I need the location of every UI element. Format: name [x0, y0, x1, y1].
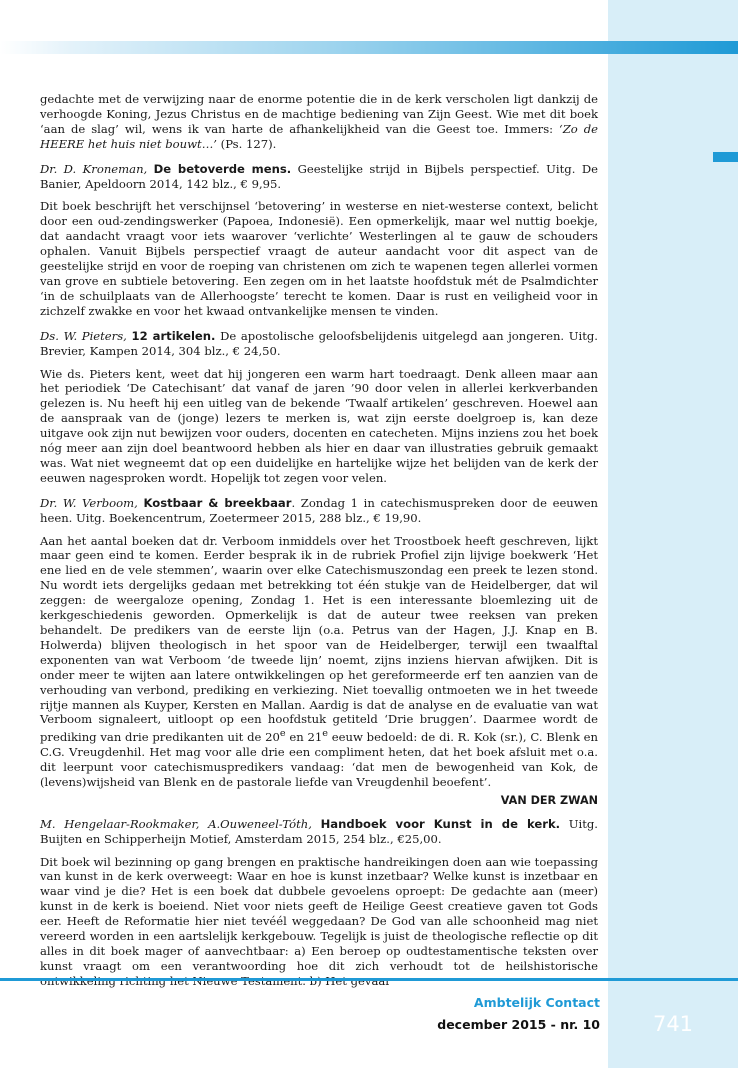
book-citation-4 [40, 817, 598, 847]
book-author: M. Hengelaar-Rookmaker, A.Ouweneel-Tóth, [40, 816, 312, 831]
book-details: Geestelijke strijd in Bijbels perspectief. Uitg. De Banier, Apeldoorn 2014, 142 blz., € 9,95. [40, 161, 598, 191]
book-author: Dr. D. Kroneman, [40, 161, 148, 176]
superscript: e [322, 728, 328, 740]
book-title: De betoverde mens. [153, 161, 292, 176]
book-author: Dr. W. Verboom, [40, 495, 138, 510]
book-review-2: Wie ds. Pieters kent, weet dat hij jongeren een warm hart toedraagt. Denk alleen maar aan het periodiek ‘De Catechisant’ dat vanaf de jaren ’90 door velen in allerlei kerkverbanden gelezen is. Nu heeft hij een uitleg van de bekende ‘Twaalf artikelen’ geschreven. Hoewel aan de aanspraak van de (jonge) lezers te merken is, wat zijn eerste doelgroep is, kan deze uitgave ook zijn nut bewijzen voor ouders, docenten en catecheten. Mijns inziens zou het boek nóg meer aan zijn doel beantwoord hebben als hier en daar van illustraties gebruik gemaakt was. Wat niet wegneemt dat op een duidelijke en hartelijke wijze het belijden van de kerk der eeuwen nagesproken wordt. Hopelijk tot zegen voor velen. [40, 366, 598, 485]
book-review-1: Dit boek beschrijft het verschijnsel ‘betovering’ in westerse en niet-westerse context, belicht door een oud-zendingswerker (Papoea, Indonesië). Een opmerkelijk, maar wel nuttig boekje, dat aandacht vraagt voor iets waarover ‘verlichte’ Westerlingen al te gauw de schouders ophalen. Vanuit Bijbels perspectief vraagt de auteur aandacht voor dit aspect van de geestelijke strijd en voor de roeping van christenen om zich te wapenen tegen allerlei vormen van grove en subtiele betovering. Een zegen om in het laatste hoofdstuk mét de Psalmdichter ‘in de schuilplaats van de Allerhoogste’ terecht te komen. Daar is rust en veiligheid voor in zichzelf zwakke en voor het kwaad ontvankelijke mensen te vinden. [40, 199, 598, 318]
book-review-3 [40, 534, 598, 790]
book-details: De apostolische geloofsbelijdenis uitgelegd aan jongeren. Uitg. Brevier, Kampen 2014, 304 blz., € 24,50. [40, 328, 598, 358]
review-text-part: en 21 [285, 730, 323, 745]
footer-rule [0, 978, 738, 981]
book-review-4: Dit boek wil bezinning op gang brengen en praktische handreikingen doen aan wie toepassing van kunst in de kerk overweegt: Waar en hoe is kunst inzetbaar? Welke kunst is inzetbaar en waar vind je die? Het is een boek dat dubbele gevoelens oproept: De gedachte aan (meer) kunst in de kerk is boeiend. Niet voor niets geeft de Heilige Geest creatieve gaven tot Gods eer. Heeft de Reformatie hier niet tevéél weggedaan? De God van alle schoonheid mag niet vereerd worden in een aartslelijk kerkgebouw. Tegelijk is juist de theologische reflectie op dit alles in dit boek mager of aanvechtbaar: a) Een beroep op oudtestamentische teksten over kunst vraagt om een verantwoording hoe dit zich verhoudt tot de heilshistorische [40, 854, 598, 973]
page-number: 741 [652, 1012, 694, 1036]
book-author: Ds. W. Pieters, [40, 328, 127, 343]
side-tab-marker [713, 152, 738, 162]
header-gradient-band [0, 41, 738, 54]
book-title: 12 artikelen. [131, 328, 216, 343]
book-title: Handboek voor Kunst in de kerk. [320, 816, 561, 831]
article-body [40, 92, 598, 989]
book-details: Uitg. Buijten en Schipperheijn Motief, Amsterdam 2015, 254 blz., €25,00. [40, 816, 598, 846]
magazine-title: Ambtelijk Contact [473, 995, 600, 1010]
review-text-part: eeuw bedoeld: de di. R. Kok (sr.), C. Blenk en C.G. Vreugdenhil. Het mag voor alle drie een compliment heten, dat het boek afsluit met o.a. dit leerpunt voor catechismuspredikers vandaag: ‘dat men de bewogenheid van Kok, de (levens)wijsheid van Blenk en de pastorale liefde van Vreugdenhil beoefent’. [40, 730, 598, 789]
review-text-part: Aan het aantal boeken dat dr. Verboom inmiddels over het Troostboek heeft geschreven, lijkt maar geen eind te komen. Eerder besprak ik in de rubriek Profiel zijn lijvige boekwerk ‘Het ene lied en de vele stemmen’, waarin over elke Catechismuszondag een preek te lezen stond. Nu wordt iets dergelijks gedaan met betrekking tot één stukje van de Heidelberger, dat wil zeggen: de weergaloze opening, Zondag 1. Het is een interessante bloemlezing uit de kerkgeschiedenis geworden. Opmerkelijk is dat de auteur twee reeksen van preken behandelt. De predikers van de eerste lijn (o.a. Petrus van der Hagen, J.J. Knap en B. Holwerda) blijven theologisch in het spoor van de Heidelberger, terwijl een twaalftal exponenten van wat Verboom ‘de tweede lijn’ noemt, zijns inziens hiervan afwijken. Dit is onder meer te wijten aan latere ontwikkelingen op het gereformeerde erf ten aanzien van de verhouding van verbond, prediking en verkiezing. Niet toevallig ontmoeten we in het tweede rijtje mannen als Kuyper, Kersten en Mallan. Aardig is dat de analyse en de evaluatie van wat Verboom signaleert, uitloopt op een hoofdstuk getiteld ‘Drie bruggen’. Daarmee wordt de prediking van drie predikanten uit de 20 [40, 533, 598, 745]
book-citation-2 [40, 329, 598, 359]
intro-quote: ‘Zo de HEERE het huis niet bouwt…’ [40, 121, 598, 151]
book-details: . Zondag 1 in catechismuspreken door de eeuwen heen. Uitg. Boekencentrum, Zoetermeer 2015, 288 blz., € 19,90. [40, 495, 599, 525]
issue-label: december 2015 - nr. 10 [437, 1017, 600, 1032]
book-citation-1 [40, 162, 598, 192]
book-title: Kostbaar & breekbaar [143, 495, 292, 510]
superscript: e [279, 728, 286, 740]
book-citation-3 [40, 496, 598, 526]
intro-ref: (Ps. 127). [216, 136, 277, 151]
intro-paragraph [40, 92, 598, 152]
reviewer-signature: VAN DER ZWAN [500, 793, 598, 807]
intro-text: gedachte met de verwijzing naar de enorme potentie die in de kerk verscholen ligt dankzij de verhoogde Koning, Jezus Christus en de machtige bediening van Zijn Geest. Wie met dit boek ‘aan de slag’ wil, wens ik van harte de afhankelijkheid van die Geest toe. Immers: [40, 92, 598, 136]
